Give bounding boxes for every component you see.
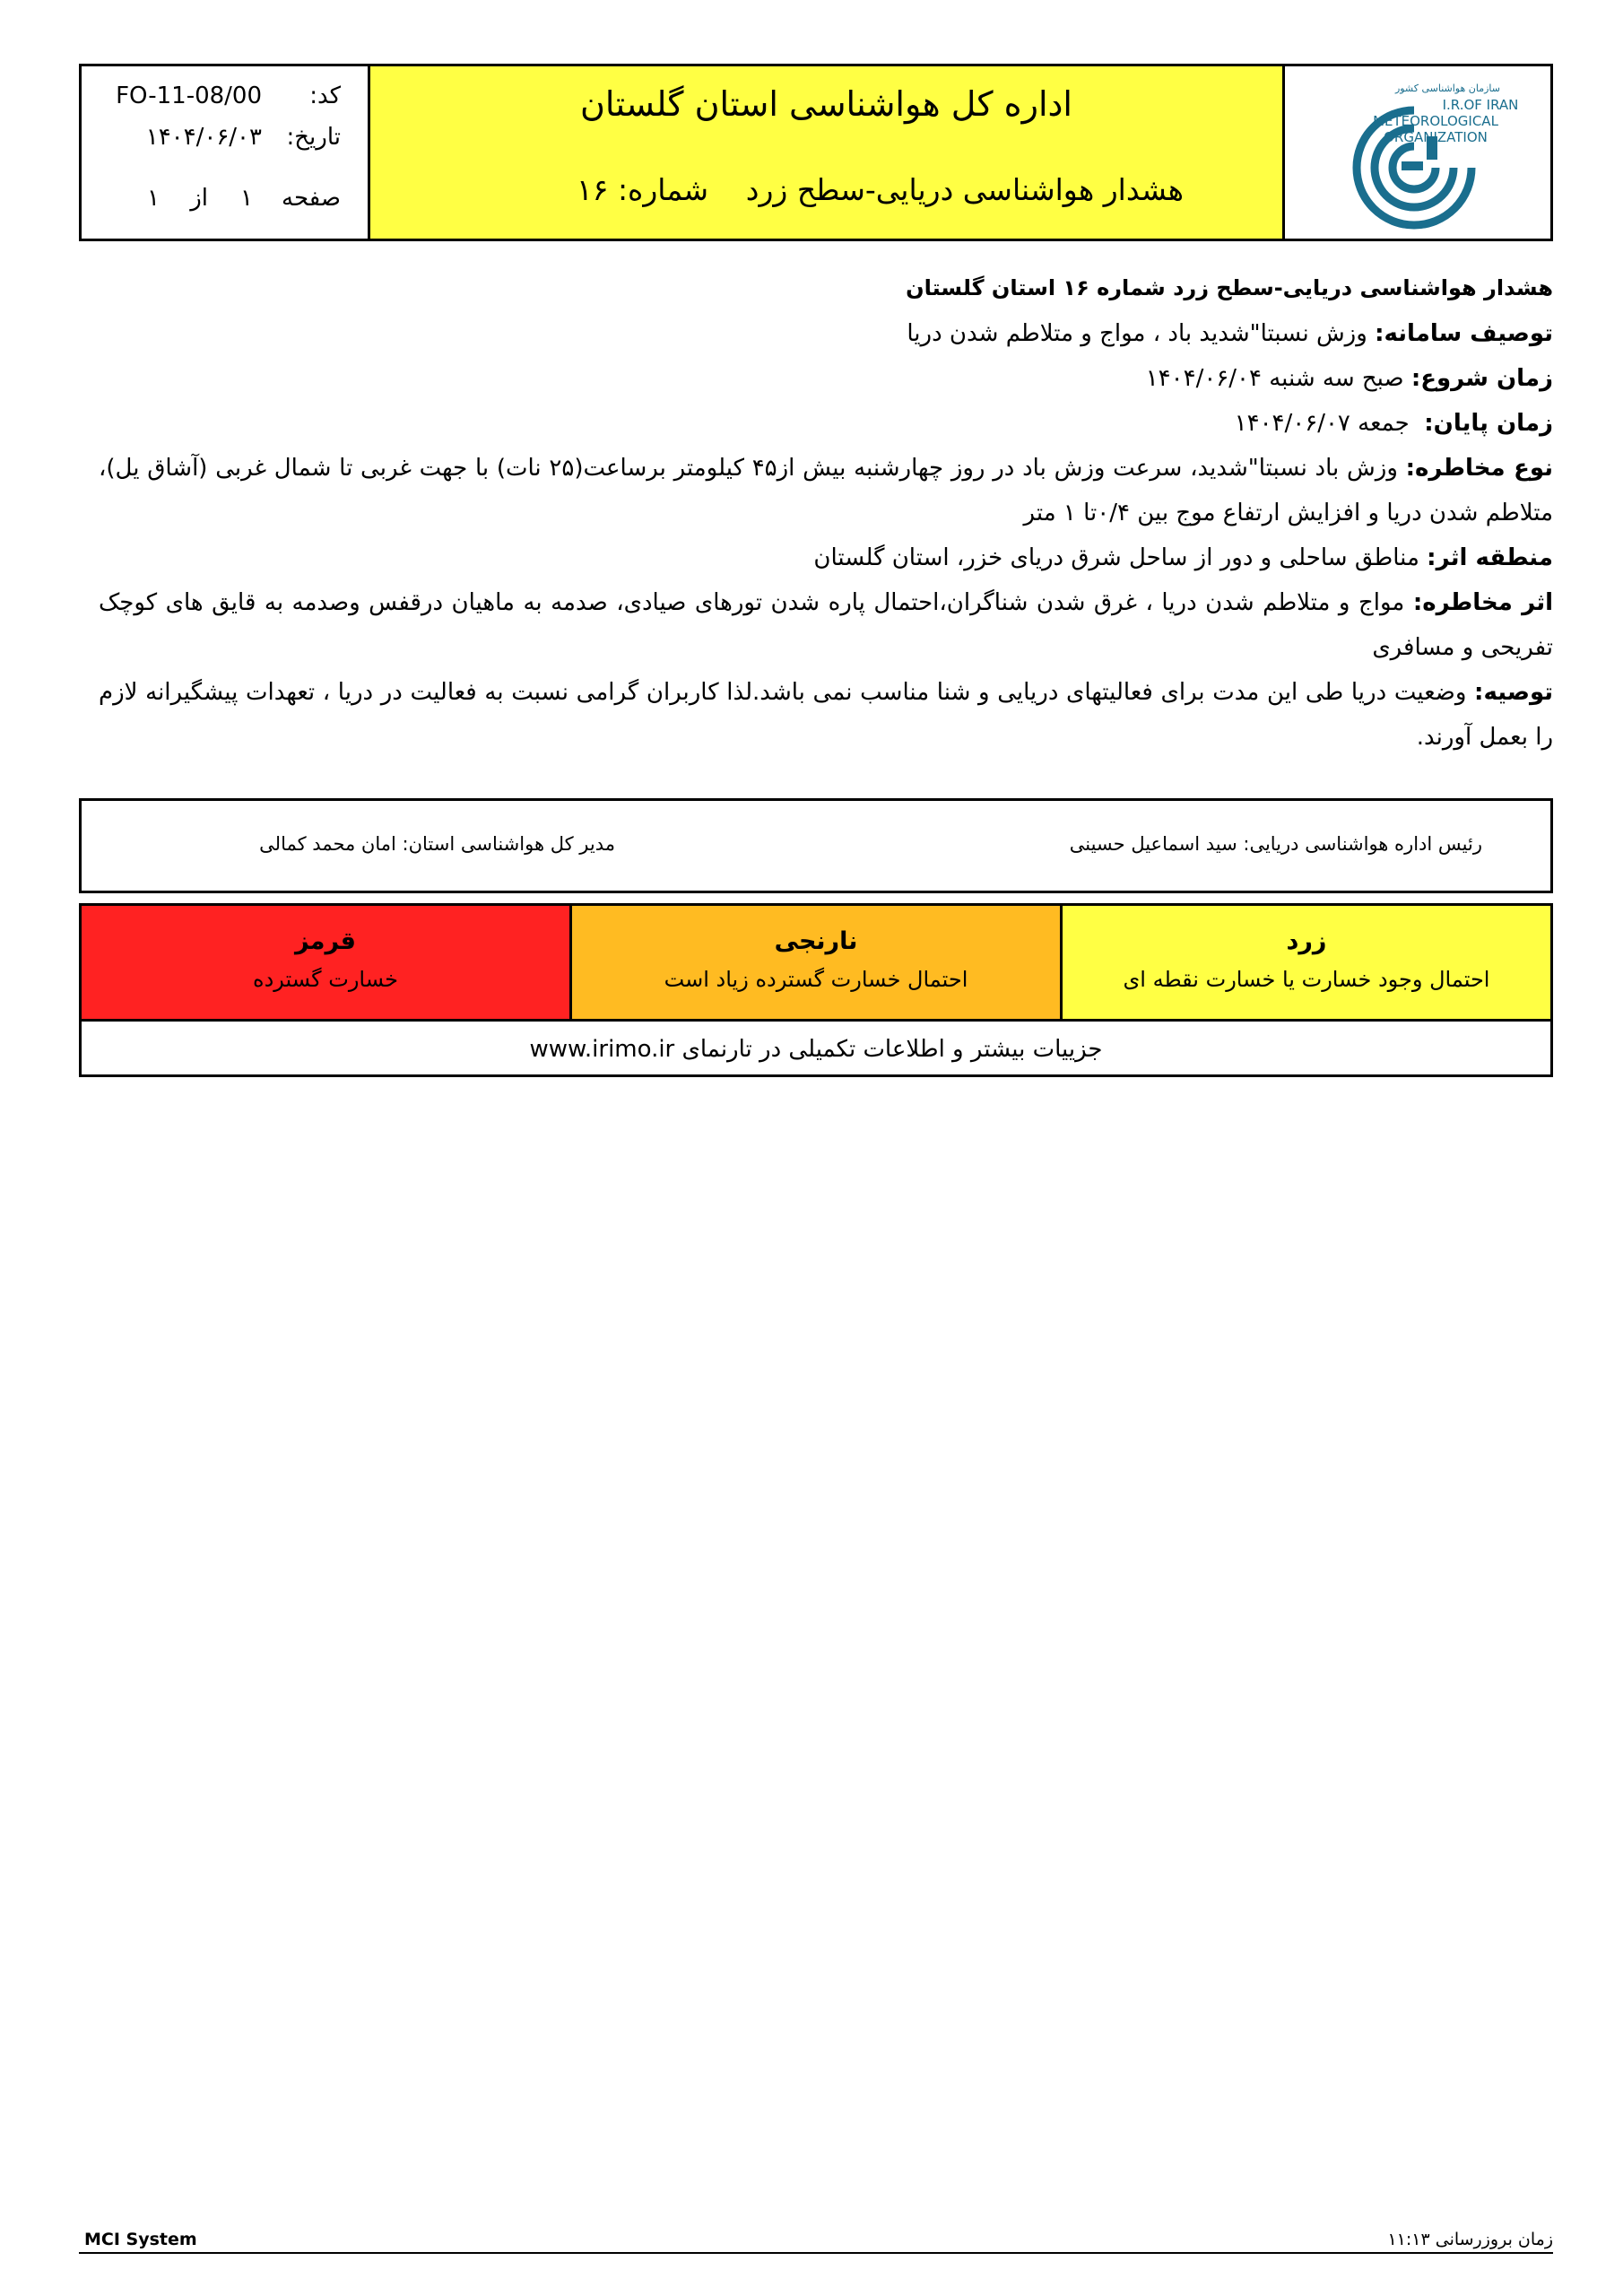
date-label: تاریخ: bbox=[286, 124, 341, 151]
affected-area bbox=[99, 535, 1553, 580]
title-block bbox=[370, 66, 1285, 239]
date-value: ۱۴۰۴/۰۶/۰۳ bbox=[145, 124, 262, 151]
office-title: اداره کل هواشناسی استان گلستان bbox=[580, 84, 1072, 124]
start-time bbox=[99, 356, 1553, 401]
organization-logo bbox=[1285, 66, 1550, 239]
logo-text-line2: I.R.OF IRAN bbox=[1442, 97, 1519, 113]
system-text: وزش نسبتا"شدید باد ، مواج و متلاطم شدن دریا bbox=[907, 320, 1367, 347]
hazard-type bbox=[99, 446, 1553, 535]
effect-label: اثر مخاطره: bbox=[1412, 589, 1553, 616]
marine-head-signature: رئیس اداره هواشناسی دریایی: سید اسماعیل حسینی bbox=[1069, 833, 1482, 855]
page-total: ۱ bbox=[147, 185, 160, 212]
director-signature: مدیر کل هواشناسی استان: امان محمد کمالی bbox=[259, 833, 615, 855]
legend-levels bbox=[82, 906, 1550, 1022]
end-time bbox=[99, 401, 1553, 446]
warning-subtitle: هشدار هواشناسی دریایی-سطح زرد bbox=[745, 172, 1184, 207]
advice-text: وضعیت دریا طی این مدت برای فعالیتهای دریایی و شنا مناسب نمی باشد.لذا کاربران گرامی نسبت به فعالیت در دریا ، تعهدات پیشگیرانه لازم را بعمل آورند. bbox=[99, 679, 1553, 751]
legend-orange-desc: احتمال خسارت گسترده زیاد است bbox=[664, 967, 968, 992]
logo-text-line4: ORGANIZATION bbox=[1384, 129, 1488, 145]
signature-box bbox=[79, 798, 1553, 893]
code-label: کد: bbox=[309, 83, 341, 109]
more-info-link[interactable]: جزییات بیشتر و اطلاعات تکمیلی در تارنمای www.irimo.ir bbox=[529, 1036, 1103, 1063]
warning-heading: هشدار هواشناسی دریایی-سطح زرد شماره ۱۶ استان گلستان bbox=[906, 275, 1553, 300]
hazard-label: نوع مخاطره: bbox=[1405, 455, 1553, 482]
page-of: از bbox=[190, 185, 208, 212]
start-text: صبح سه شنبه ۱۴۰۴/۰۶/۰۴ bbox=[1145, 365, 1404, 392]
code-value: FO-11-08/00 bbox=[116, 83, 262, 109]
page-label: صفحه bbox=[282, 185, 341, 212]
document-header bbox=[79, 64, 1553, 241]
area-text: مناطق ساحلی و دور از ساحل شرق دریای خزر، استان گلستان bbox=[813, 544, 1419, 571]
page-current: ۱ bbox=[240, 185, 253, 212]
legend-red bbox=[82, 906, 569, 1019]
legend-orange-name: نارنجی bbox=[774, 927, 858, 955]
legend-orange bbox=[569, 906, 1060, 1019]
footer-divider bbox=[79, 2252, 1553, 2254]
legend-red-name: قرمز bbox=[295, 927, 356, 955]
hazard-effect bbox=[99, 580, 1553, 670]
effect-text: مواج و متلاطم شدن دریا ، غرق شدن شناگران،احتمال پاره شدن تورهای صیادی، صدمه به ماهیان درقفس وصدمه به قایق های کوچک تفریحی و مسافری bbox=[99, 589, 1553, 661]
legend-yellow-name: زرد bbox=[1286, 927, 1327, 955]
logo-text-fa: سازمان هواشناسی کشور bbox=[1394, 83, 1500, 94]
advice bbox=[99, 670, 1553, 760]
legend-red-desc: خسارت گسترده bbox=[253, 967, 398, 992]
legend-yellow bbox=[1060, 906, 1550, 1019]
end-text: جمعه ۱۴۰۴/۰۶/۰۷ bbox=[1234, 410, 1410, 437]
advice-label: توصیه: bbox=[1474, 679, 1554, 706]
end-label: زمان پایان: bbox=[1424, 410, 1553, 437]
update-time: زمان بروزرسانی ۱۱:۱۳ bbox=[1387, 2230, 1553, 2249]
hazard-text: وزش باد نسبتا"شدید، سرعت وزش باد در روز چهارشنبه بیش از۴۵ کیلومتر برساعت(۲۵ نات) با جهت غربی تا شمال غربی (آشاق یل)، متلاطم شدن دریا و افزایش ارتفاع موج بین ۰/۴تا ۱ متر bbox=[99, 455, 1553, 526]
area-label: منطقه اثر: bbox=[1427, 544, 1553, 571]
warning-number: شماره: ۱۶ bbox=[577, 172, 709, 207]
system-name: MCI System bbox=[84, 2230, 197, 2249]
warning-body bbox=[99, 265, 1553, 760]
warning-level-legend bbox=[79, 903, 1553, 1077]
legend-yellow-desc: احتمال وجود خسارت یا خسارت نقطه ای bbox=[1123, 967, 1490, 992]
system-description bbox=[99, 311, 1553, 356]
document-meta bbox=[82, 66, 370, 239]
meteorological-logo-icon bbox=[1301, 74, 1545, 235]
start-label: زمان شروع: bbox=[1410, 365, 1553, 392]
system-label: توصیف سامانه: bbox=[1375, 320, 1553, 347]
logo-text-line3: METEOROLOGICAL bbox=[1373, 113, 1498, 129]
